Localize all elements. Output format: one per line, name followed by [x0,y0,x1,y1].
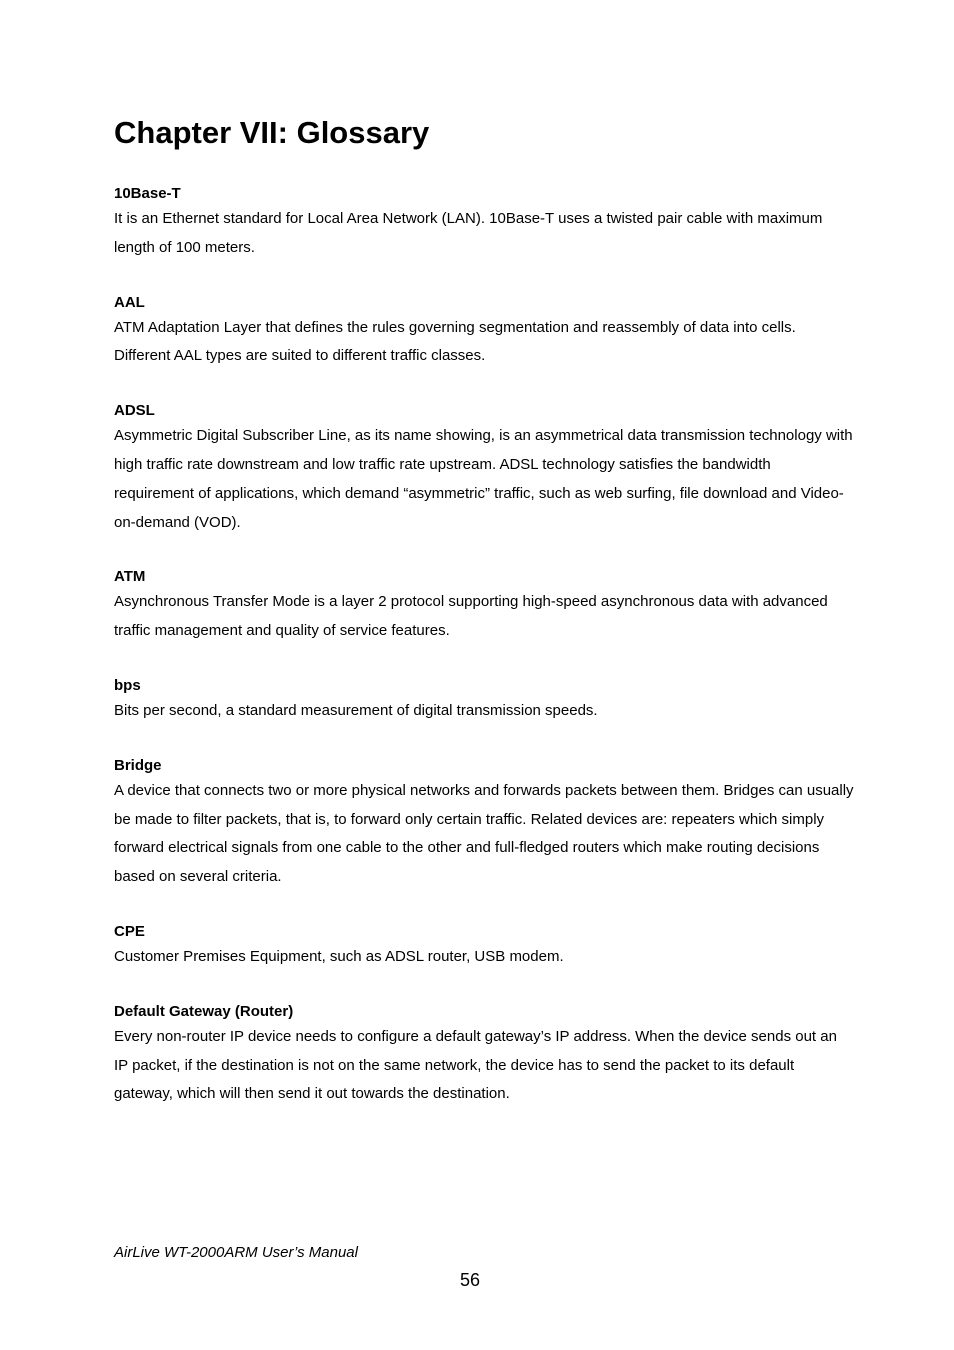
glossary-entry-adsl [114,400,854,537]
document-page [114,0,854,1350]
glossary-term: 10Base-T [114,185,181,202]
glossary-definition: Asymmetric Digital Subscriber Line, as its name showing, is an asymmetrical data transmission technology with high traffic rate downstream and low traffic rate upstream. ADSL technology satisfies the bandwidth requirement of applications, which demand “asymmetric” traffic, such as web surfing, file download and Video-on-demand (VOD). [114,427,853,531]
glossary-definition: Customer Premises Equipment, such as ADSL router, USB modem. [114,947,564,965]
glossary-entry-cpe [114,921,854,972]
glossary-term: Bridge [114,756,162,774]
glossary-entry-bridge [114,755,854,892]
glossary-entry-10base-t [114,183,854,263]
glossary-definition: ATM Adaptation Layer that defines the rules governing segmentation and reassembly of data into cells. Different AAL types are suited to different traffic classes. [114,318,796,365]
glossary-entry-atm [114,566,854,646]
glossary-definition: Bits per second, a standard measurement of digital transmission speeds. [114,701,598,719]
glossary-term: bps [114,676,141,694]
glossary-definition: It is an Ethernet standard for Local Area Network (LAN). 10Base-T uses a twisted pair cable with maximum length of 100 meters. [114,210,823,256]
glossary-entry-aal [114,292,854,372]
glossary-entry-default-gateway [114,1001,854,1109]
glossary-definition: Asynchronous Transfer Mode is a layer 2 protocol supporting high-speed asynchronous data with advanced traffic management and quality of service features. [114,593,828,640]
glossary-term: ATM [114,568,146,586]
glossary-term: CPE [114,922,145,940]
chapter-title: Chapter VII: Glossary [114,115,430,150]
glossary-list [114,183,854,1138]
glossary-term: AAL [114,293,145,311]
footer-manual-name: AirLive WT-2000ARM User’s Manual [114,1244,358,1261]
glossary-entry-bps [114,675,854,726]
glossary-term: ADSL [114,402,155,420]
glossary-definition: A device that connects two or more physical networks and forwards packets between them. Bridges can usually be made to filter packets, that is, to forward only certain traffic. Related devices are: repeaters which simply forward electrical signals from one cable to the other and full-fledged routers which make routing decisions based on several criteria. [114,781,854,886]
glossary-definition: Every non-router IP device needs to configure a default gateway’s IP address. When the device sends out an IP packet, if the destination is not on the same network, the device has to send the packet to its default gateway, which will then send it out towards the destination. [114,1027,837,1103]
glossary-term: Default Gateway (Router) [114,1002,294,1020]
page-number: 56 [459,1270,481,1290]
